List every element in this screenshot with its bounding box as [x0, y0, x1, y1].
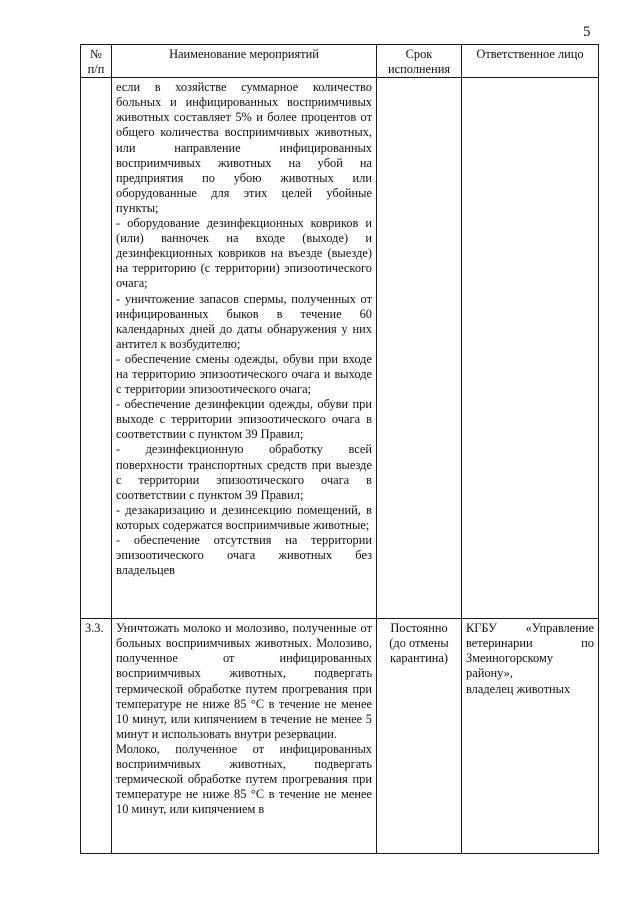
- table-row: [81, 619, 599, 854]
- description-line: - обеспечение смены одежды, обуви при входе на территорию эпизоотического очага и выходе с территории эпизоотического очага;: [116, 351, 372, 397]
- description-line: - уничтожение запасов спермы, полученных от инфицированных быков в течение 60 календарных дней до даты обнаружения у них антител к возбудителю;: [116, 291, 372, 351]
- row-term: Постоянно (до отмены карантина): [377, 619, 462, 854]
- description-line: Уничтожать молоко и молозиво, полученные от больных восприимчивых животных. Молозиво, полученное от инфицированных восприимчивых животных, подвергать термической обработке путем прогревания при температуре не ниже 85 °С в течение не менее 10 минут, или кипячением в течение не менее 5 минут и использовать внутри резервации.: [116, 621, 372, 741]
- description-line: - дезакаризацию и дезинсекцию помещений, в которых содержатся восприимчивые животные;: [116, 502, 372, 532]
- row-description: [112, 619, 377, 854]
- table-row: [81, 78, 599, 619]
- row-number: 3.3.: [81, 619, 112, 854]
- measures-table: [80, 44, 599, 854]
- header-name: Наименование мероприятий: [112, 45, 377, 78]
- table-header-row: [81, 45, 599, 78]
- responsible-line: владелец животных: [466, 681, 571, 696]
- header-responsible: Ответственное лицо: [462, 45, 599, 78]
- row-description: [112, 78, 377, 619]
- row-term: [377, 78, 462, 619]
- row-responsible: [462, 78, 599, 619]
- description-line: - оборудование дезинфекционных ковриков и (или) ванночек на входе (выходе) и дезинфекционных ковриков на въезде (выезде) на территорию (с территории) эпизоотического очага;: [116, 216, 372, 291]
- row-responsible: [462, 619, 599, 854]
- description-line: Молоко, полученное от инфицированных восприимчивых животных, подвергать термической обработке путем прогревания при температуре не ниже 85 °С в течение не менее 10 минут, или кипячением в: [116, 741, 372, 817]
- description-line: - дезинфекционную обработку всей поверхности транспортных средств при выезде с территории эпизоотического очага в соответствии с пунктом 39 Правил;: [116, 442, 372, 502]
- description-line: - обеспечение отсутствия на территории эпизоотического очага животных без владельцев: [116, 533, 372, 578]
- row-number: [81, 78, 112, 619]
- header-num: № п/п: [81, 45, 112, 78]
- description-line: - обеспечение дезинфекции одежды, обуви при выходе с территории эпизоотического очага в соответствии с пунктом 39 Правил;: [116, 397, 372, 442]
- description-line: если в хозяйстве суммарное количество больных и инфицированных восприимчивых животных составляет 5% и более процентов от общего количества восприимчивых животных, или направление инфицированных восприимчивых животных на убой на предприятия по убою животных или оборудованные для этих целей убойные пункты;: [116, 80, 372, 215]
- page-number: 5: [583, 24, 591, 40]
- responsible-line: КГБУ «Управление ветеринарии по Змеиногорскому району»,: [466, 621, 594, 681]
- header-term: Срок исполнения: [377, 45, 462, 78]
